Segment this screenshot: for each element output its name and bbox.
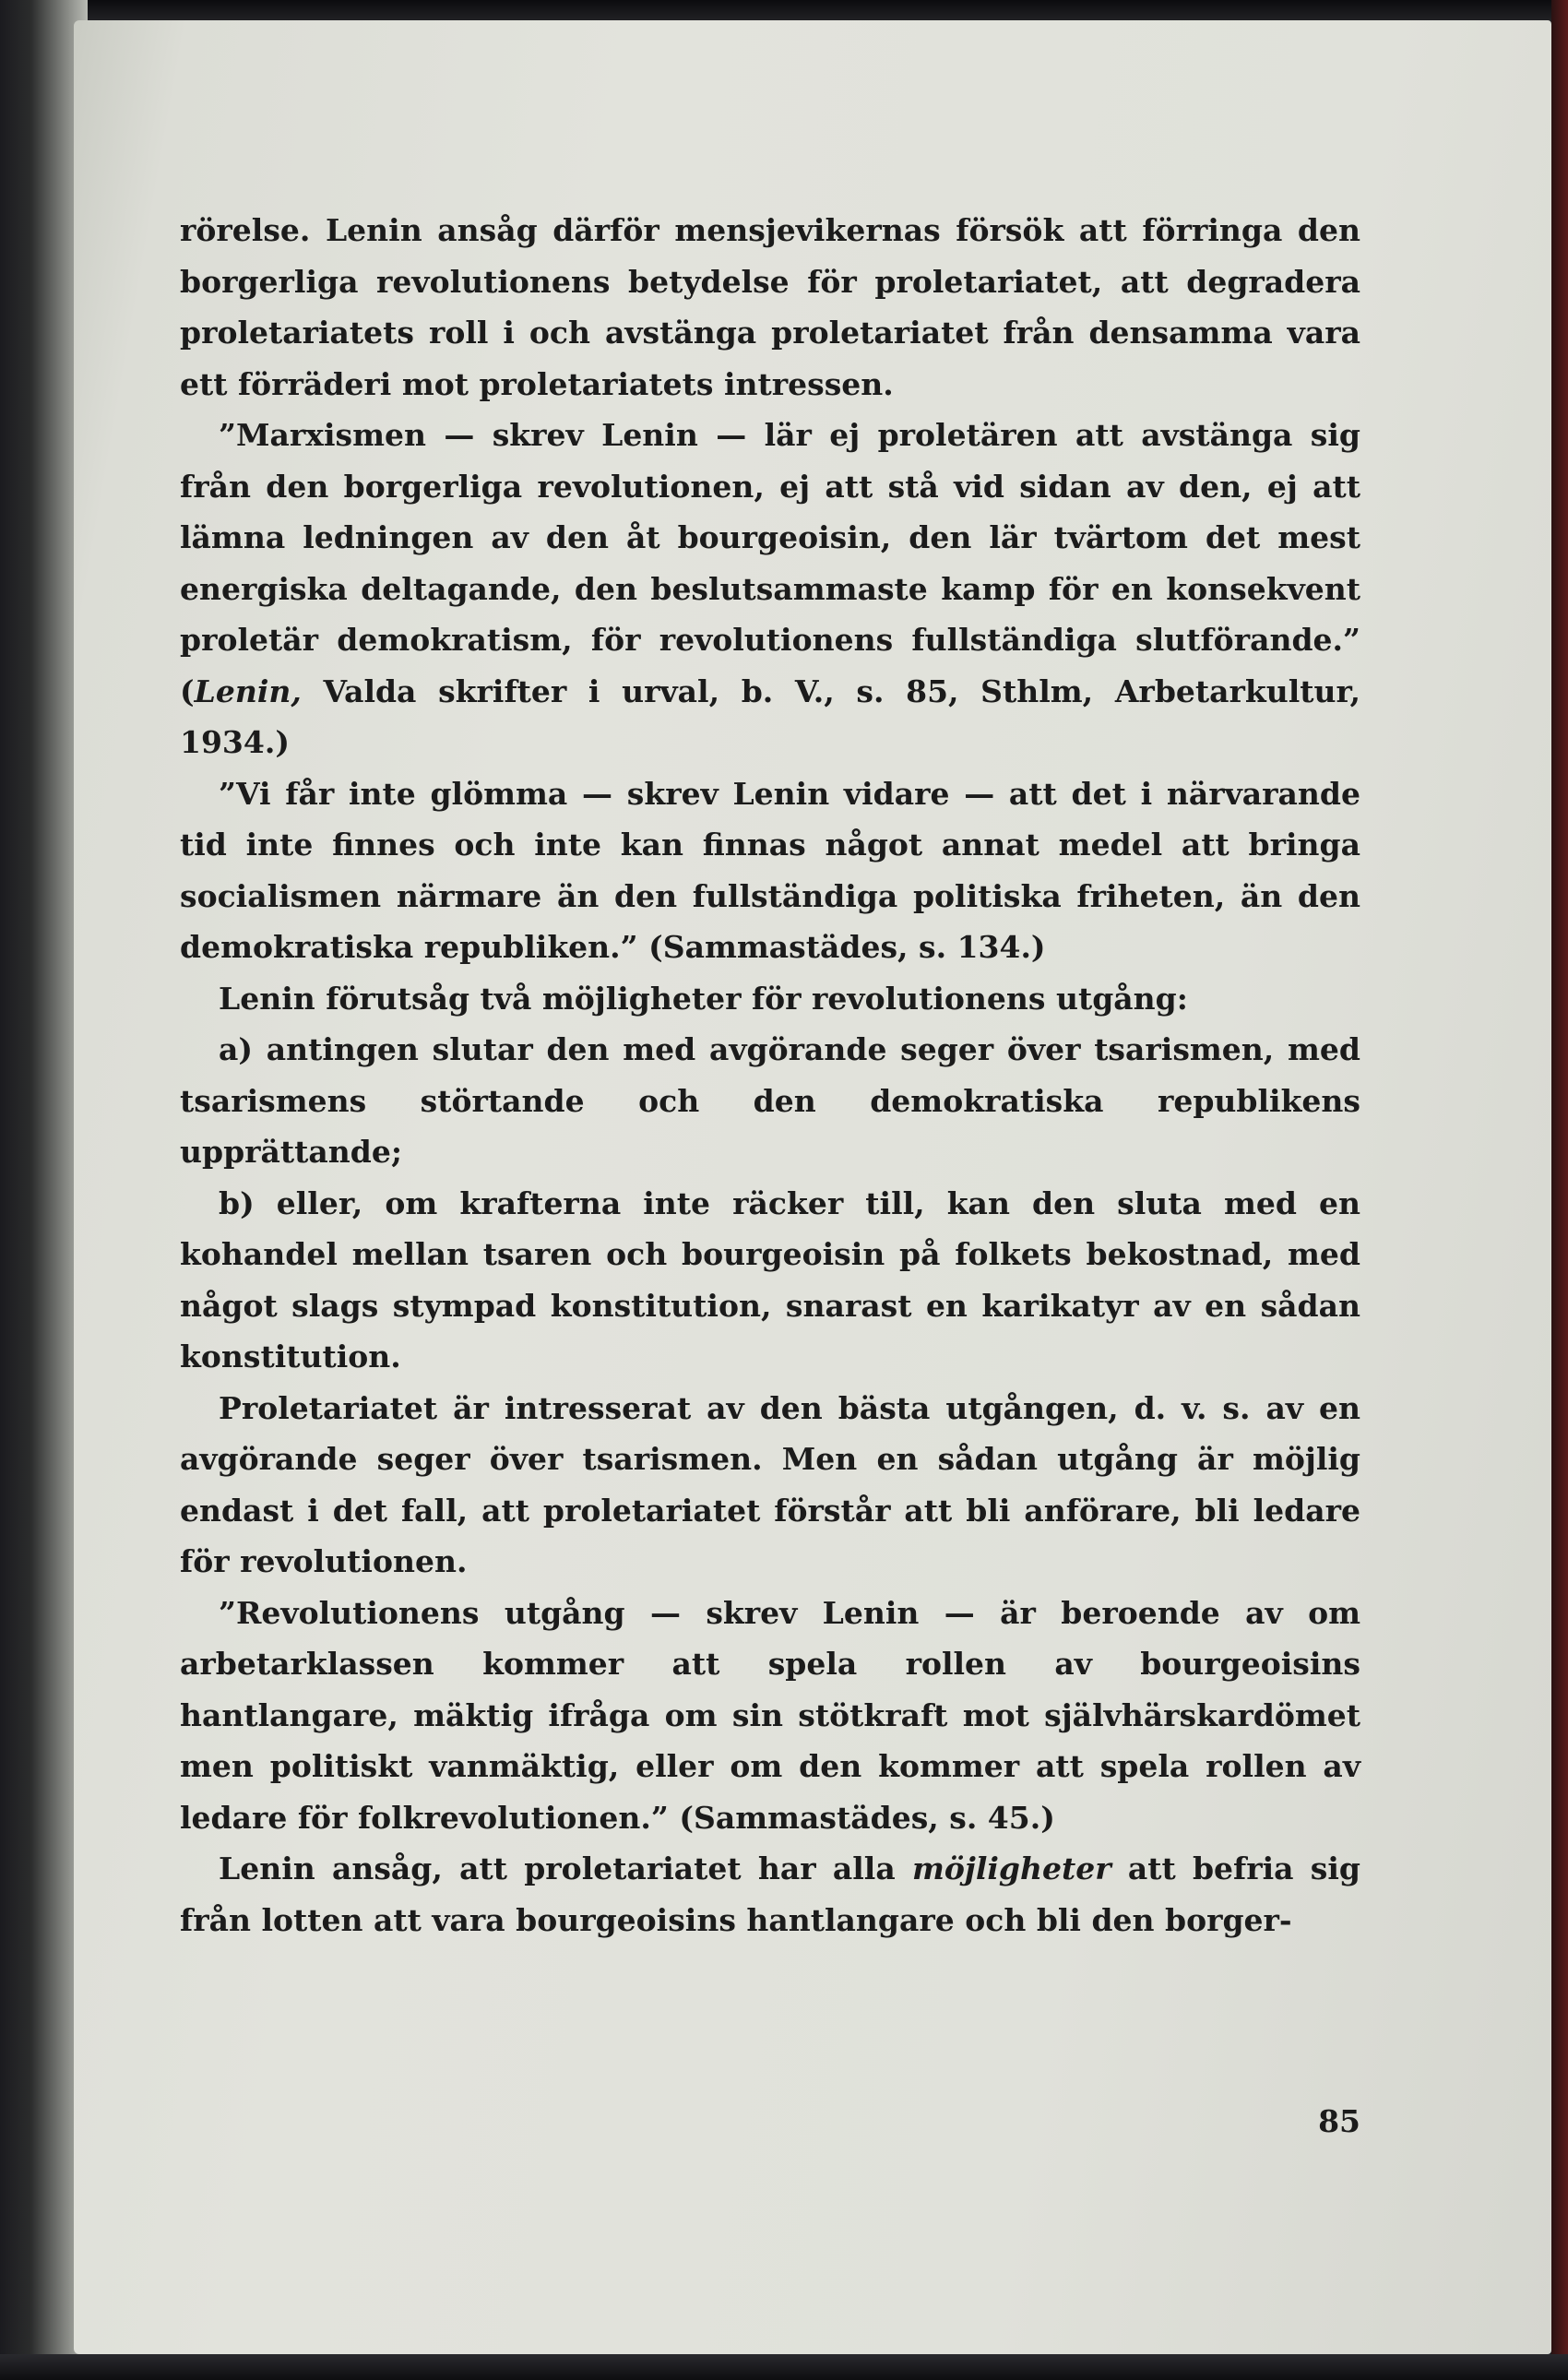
paragraph-5: Proletariatet är intresserat av den bästa utgången, d. v. s. av en avgörande seger över tsarismen. Men en sådan utgång är möjlig endast i det fall, att proletariatet förstår att bli anförare, bli ledare för revolutionen. — [180, 1389, 1360, 1579]
paragraph-1: rörelse. Lenin ansåg därför mensjevikernas försök att förringa den borgerliga revolutionens betydelse för proletariatet, att degradera proletariatets roll i och avstänga proletariatet från densamma vara ett förräderi mot proletariatets intressen. — [180, 212, 1360, 402]
paragraph-7-start: Lenin ansåg, att proletariatet har alla — [219, 1850, 912, 1886]
page-body — [180, 205, 1360, 1946]
paragraph-3-quote: ”Vi får inte glömma — skrev Lenin vidare — att det i närvarande tid inte finnes och inte kan finnas något annat medel att bringa socialismen närmare än den fullständiga politiska friheten, än den demokratiska republiken.” (Sammastädes, s. 134.) — [180, 775, 1360, 965]
paragraph-2-quote — [180, 410, 1360, 768]
list-item-b: b) eller, om krafterna inte räcker till, kan den sluta med en kohandel mellan tsaren och bourgeoisin på folkets bekostnad, med något slags stympad konstitution, snarast en karikatyr av en sådan konstitution. — [180, 1184, 1360, 1374]
citation-author: Lenin, — [194, 672, 302, 709]
paragraph-4: Lenin förutsåg två möjligheter för revolutionens utgång: — [219, 980, 1188, 1017]
quote-text: ”Marxismen — skrev Lenin — lär ej proletären att avstänga sig från den borgerliga revolutionen, ej att stå vid sidan av den, ej att lämna ledningen av den åt bourgeoisin, den lär tvärtom det mest energiska deltagande, den beslutsammaste kamp för en konsekvent proletär demokratism, för revolutionens fullständiga slutförande.” ( — [180, 417, 1360, 709]
page-number: 85 — [1318, 2103, 1360, 2139]
paragraph-7-end: att befria sig från lotten att vara bourgeoisins hantlangare och bli den borger- — [180, 1850, 1360, 1938]
bottom-edge — [0, 2354, 1568, 2380]
emphasis-word: möjligheter — [911, 1850, 1111, 1886]
list-item-a: a) antingen slutar den med avgörande seger över tsarismen, med tsarismens störtande och den demokratiska republikens upprättande; — [180, 1031, 1360, 1170]
citation-source: Valda skrifter i urval, b. V., s. 85, Sthlm, Arbetarkultur, 1934.) — [180, 672, 1360, 760]
paragraph-7 — [180, 1843, 1360, 1946]
book-cover-edge — [1551, 0, 1568, 2380]
top-edge — [0, 0, 1568, 22]
paragraph-6-quote: ”Revolutionens utgång — skrev Lenin — är beroende av om arbetarklassen kommer att spela rollen av bourgeoisins hantlangare, mäktig ifråga om sin stötkraft mot självhärskardömet men politiskt vanmäktig, eller om den kommer att spela rollen av ledare för folkrevolutionen.” (Sammastädes, s. 45.) — [180, 1594, 1360, 1836]
